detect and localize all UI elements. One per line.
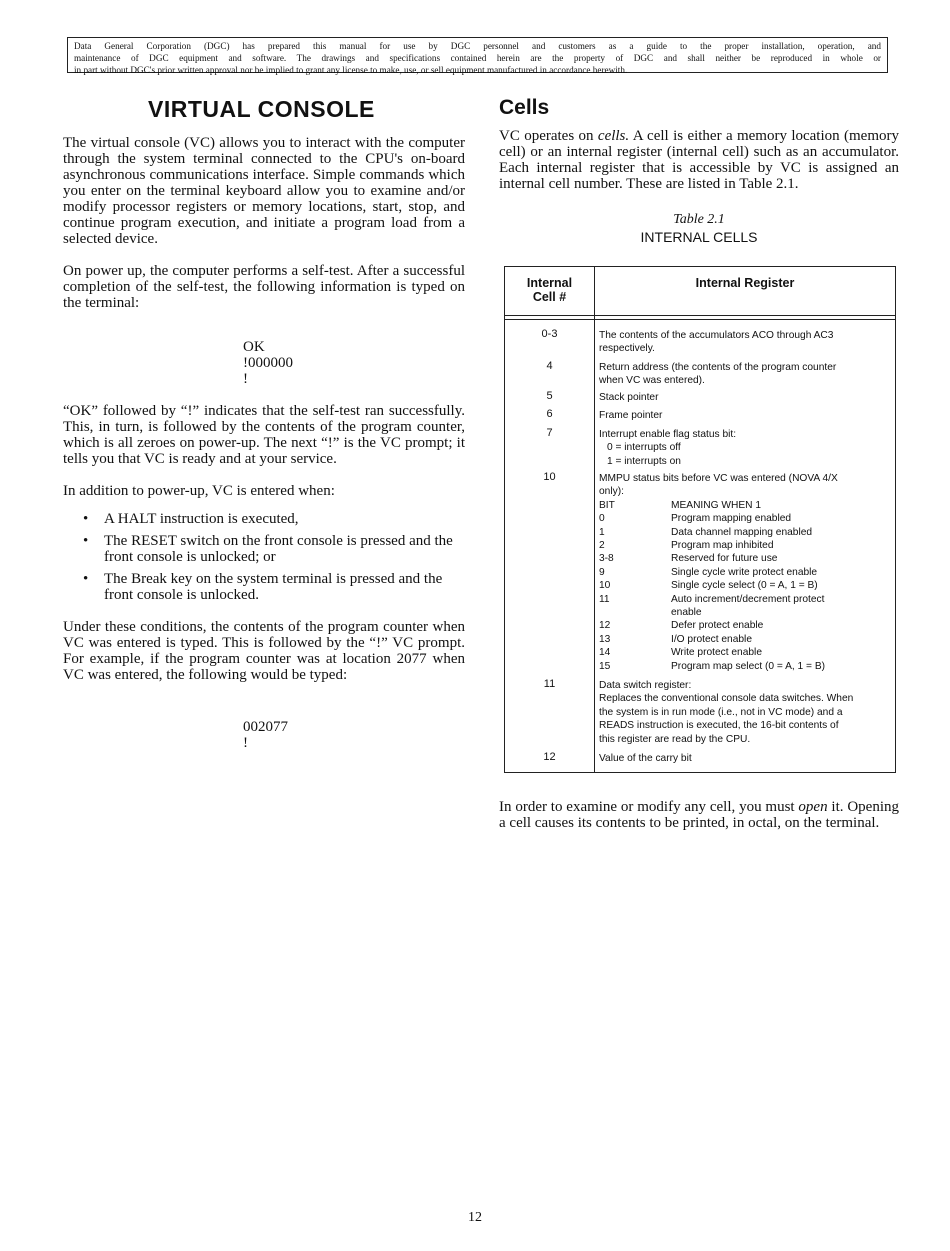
cells-paragraph: VC operates on cells. A cell is either a memory location (memory cell) or an internal register (internal cell) such as an accumulator. Each internal register that is accessible by VC is assigned an internal cell number. These are listed in Table 2.1. [499,128,899,192]
register-description: MMPU status bits before VC was entered (NOVA 4/X only): BIT MEANING WHEN 1 0 Program mapping enabled 1 Data channel mapping enabled 2 Program map inhibited 3-8 Reserved for future use 9 Single cycle write protect enable 10 Single cycle select (0 = A, 1 = B) 11 Auto increment/decrement protect enable 12 Defer protect enable 13 I/O protect enable 14 Write protect enable 15 Program map select (0 = A, 1 = B) [599,472,893,673]
copyright-notice [67,37,888,73]
section-title: Cells [499,96,550,119]
terminal-line: OK [243,339,265,355]
column-header-register: Internal Register [695,276,795,290]
section-title: VIRTUAL CONSOLE [148,96,375,122]
terminal-line: 002077 [243,719,288,735]
cell-number: 0-3 [541,328,558,340]
cell-number: 10 [543,471,556,483]
cell-number: 5 [546,390,553,402]
register-description: Frame pointer [599,410,663,421]
column-header-cell: Internal Cell # [526,276,573,304]
bit-row: 9 Single cycle write protect enable [599,566,818,578]
bit-row: 13 I/O protect enable [599,633,752,645]
header-divider [505,319,895,320]
register-description: Value of the carry bit [599,753,692,764]
terminal-output-block [243,339,465,387]
bit-row: 10 Single cycle select (0 = A, 1 = B) [599,580,818,592]
entry-conditions-list [63,511,465,603]
list-item: • The Break key on the system terminal is pressed and the front console is unlocked. [83,571,443,603]
bit-row: 12 Defer protect enable [599,620,764,632]
bullet-icon: • [83,533,89,549]
cell-number: 12 [543,751,556,763]
terminal-line: !000000 [243,355,293,371]
notice-line: in part without DGC's prior written approval nor be implied to grant any license to make, use, or sell equipment manufactured in accordance herewith. [74,65,628,75]
bit-row: 3-8 Reserved for future use [599,553,778,565]
cell-number: 7 [546,427,553,439]
program-counter-paragraph: Under these conditions, the contents of the program counter when VC was entered is typed. This is followed by the “!” VC prompt. For example, if the program counter was at location 2077 when VC was entered, the following would be typed: [63,619,465,683]
bit-row: 2 Program map inhibited [599,540,774,552]
cell-number: 6 [546,408,553,420]
register-description: The contents of the accumulators ACO through AC3 respectively. [599,330,834,355]
table-number: Table 2.1 [673,212,725,227]
bullet-icon: • [83,571,89,587]
bit-table-header: BIT MEANING WHEN 1 [599,499,761,511]
page-number: 12 [468,1210,482,1225]
header-divider [505,315,895,316]
intro-paragraph: The virtual console (VC) allows you to interact with the computer through the system terminal connected to the CPU's on-board asynchronous communications interface. Simple commands which you enter on the terminal keyboard allow you to examine and/or modify processor registers or memory locations, start, stop, and continue program execution, and initiate a program load from a selected device. [63,135,465,247]
column-divider [594,267,595,772]
register-description: Interrupt enable flag status bit: 0 = interrupts off 1 = interrupts on [599,429,737,467]
bullet-icon: • [83,511,89,527]
entry-conditions-paragraph: In addition to power-up, VC is entered when: [63,483,335,499]
terminal-line: ! [243,371,248,387]
terminal-output-block [243,719,465,751]
bit-row: enable [671,607,702,619]
terminal-line: ! [243,735,248,751]
list-item: • The RESET switch on the front console is pressed and the front console is unlocked; or [83,533,453,565]
cell-number: 11 [543,678,556,690]
register-description: Stack pointer [599,392,659,403]
cell-number: 4 [546,360,553,372]
power-up-paragraph: On power up, the computer performs a self-test. After a successful completion of the self-test, the following information is typed on the terminal: [63,263,465,311]
bit-row: 11 Auto increment/decrement protect [599,593,825,605]
table-title: INTERNAL CELLS [640,229,758,245]
internal-cells-table [504,266,896,773]
open-cell-paragraph: In order to examine or modify any cell, you must open it. Opening a cell causes its contents to be printed, in octal, on the terminal. [499,799,899,831]
bit-row: 1 Data channel mapping enabled [599,526,813,538]
register-description: Data switch register: Replaces the conventional console data switches. When the system is in run mode (i.e., not in VC mode) and a READS instruction is executed, the 16-bit contents of this register are read by the CPU. [599,680,854,745]
left-column [63,96,465,767]
ok-explanation-paragraph: “OK” followed by “!” indicates that the self-test ran successfully. This, in turn, is followed by the contents of the program counter, which is all zeroes on power-up. The next “!” is the VC prompt; it tells you that VC is ready and at your service. [63,403,465,467]
bit-row: 15 Program map select (0 = A, 1 = B) [599,660,826,672]
notice-line: Data General Corporation (DGC) has prepared this manual for use by DGC personnel and customers as a guide to the proper installation, operation, and [74,41,881,51]
register-description: Return address (the contents of the program counter when VC was entered). [599,362,837,387]
bit-row: 14 Write protect enable [599,647,762,659]
notice-line: maintenance of DGC equipment and software. The drawings and specifications contained herein are the property of DGC and shall neither be reproduced in whole or [74,53,881,63]
list-item: • A HALT instruction is executed, [83,511,299,527]
bit-row: 0 Program mapping enabled [599,513,792,525]
right-column [499,96,899,252]
